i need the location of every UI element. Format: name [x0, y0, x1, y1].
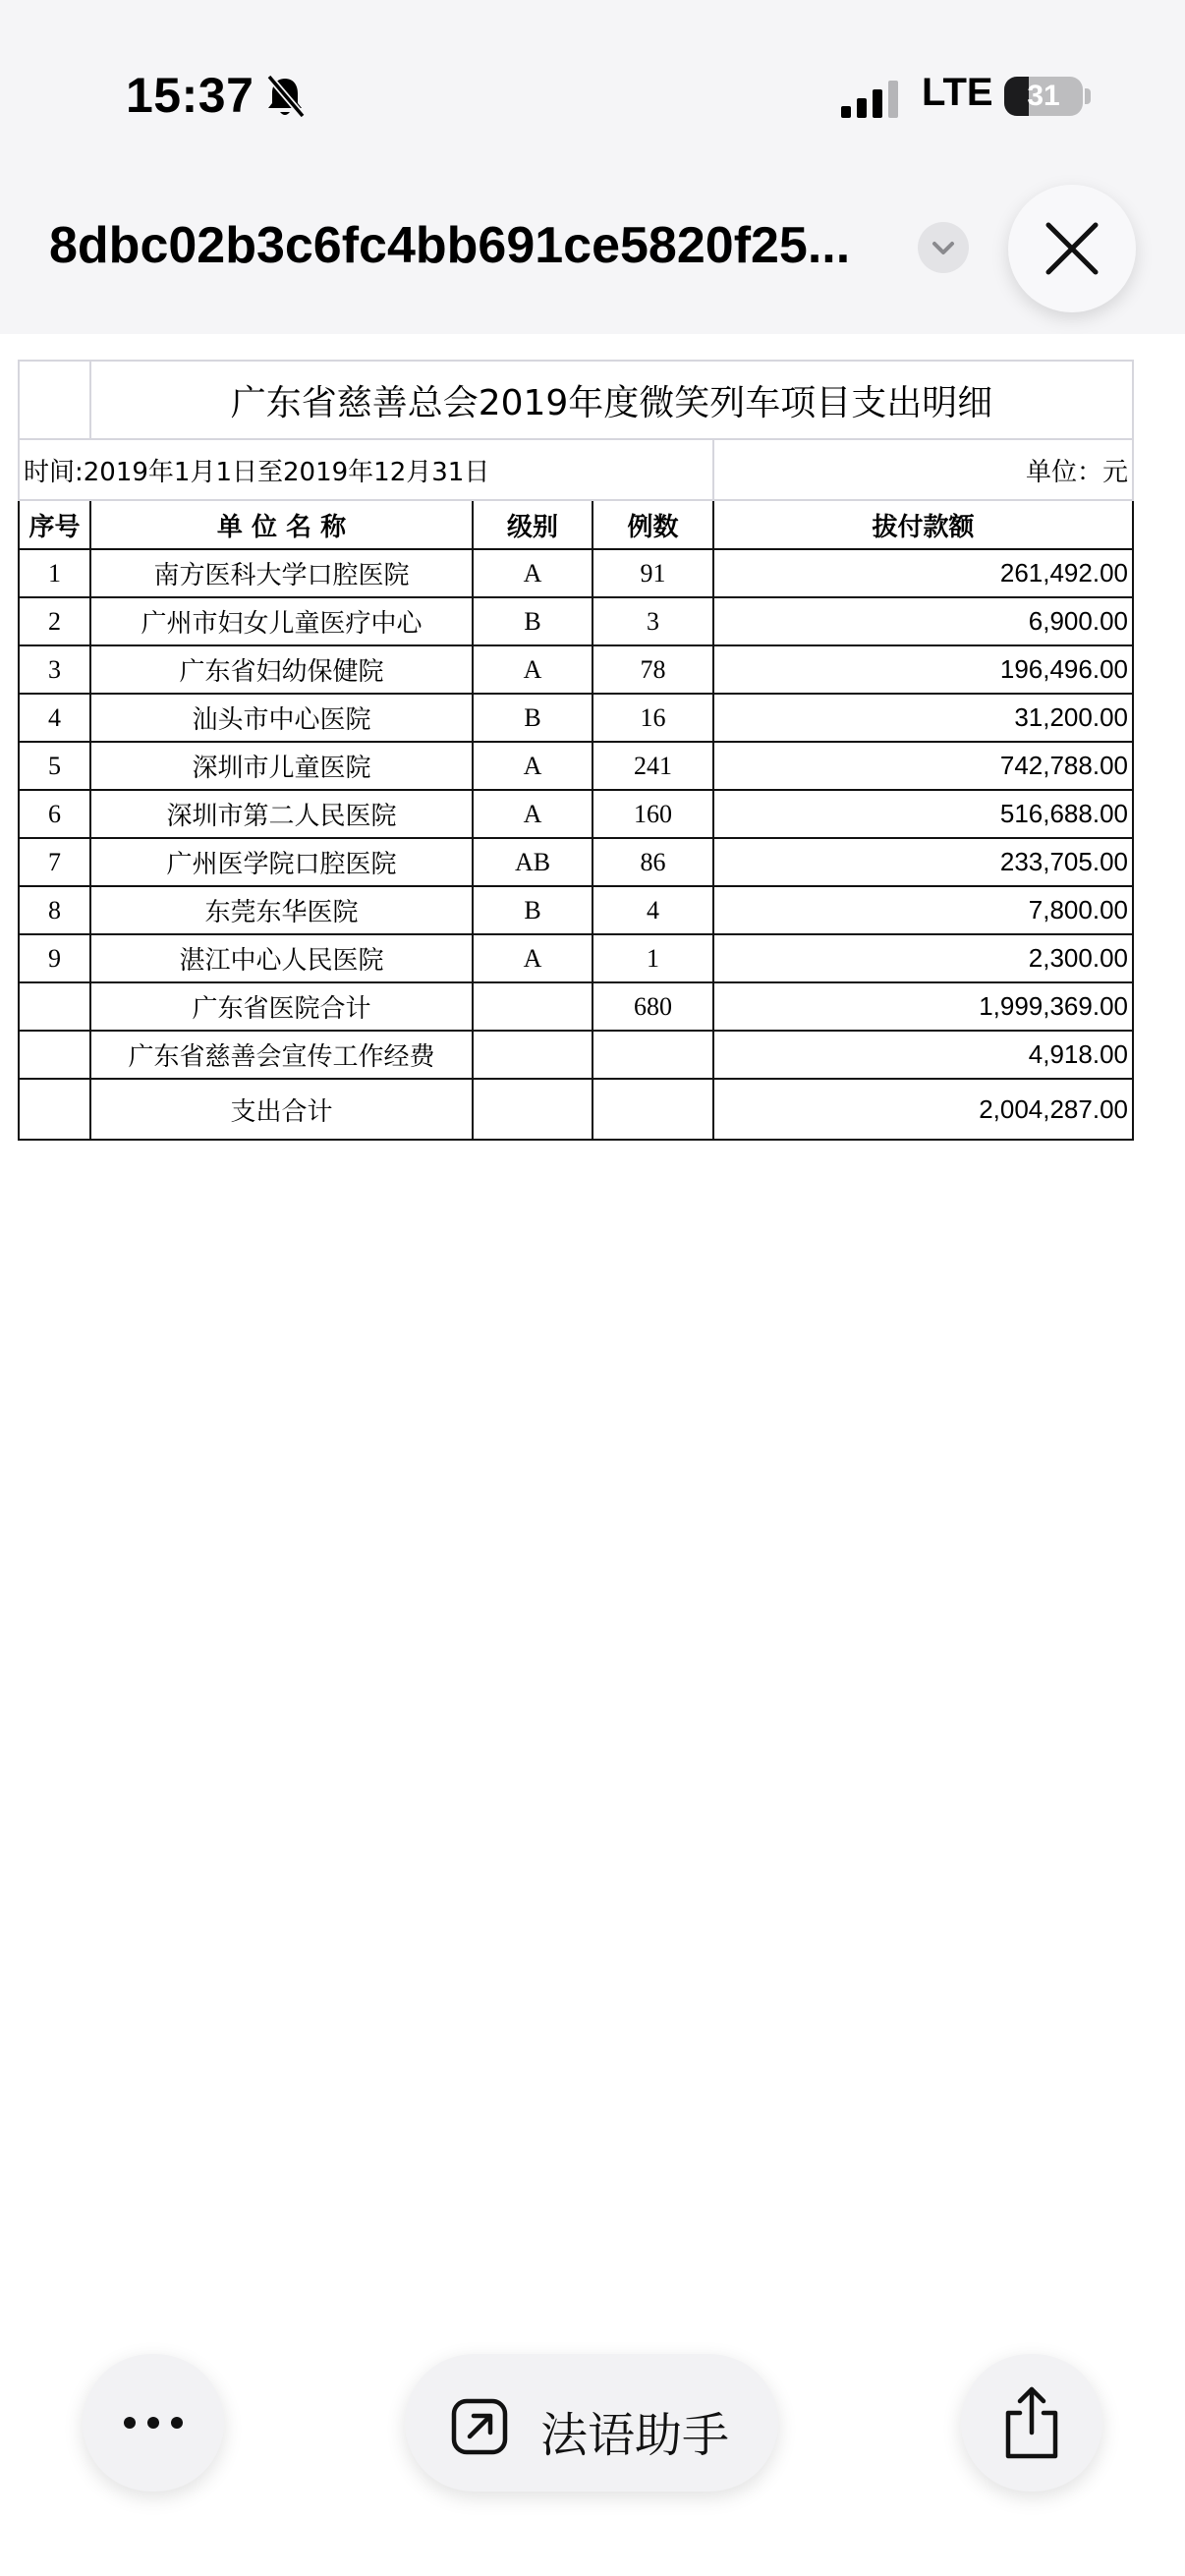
unit-label: 单位：元 — [713, 439, 1133, 500]
more-button[interactable] — [83, 2354, 224, 2492]
signal-icon — [841, 79, 900, 118]
cell-name: 湛江中心人民医院 — [90, 934, 473, 982]
cell-level: B — [473, 886, 592, 934]
cell-amount: 6,900.00 — [713, 597, 1133, 645]
cell-cases — [592, 1031, 713, 1079]
table-title-row — [19, 361, 1133, 439]
table-meta-row — [19, 439, 1133, 500]
cell-no: 9 — [19, 934, 90, 982]
battery-level: 31 — [1027, 80, 1060, 112]
status-bar — [0, 0, 1185, 187]
cell-level: A — [473, 645, 592, 694]
cell-amount: 31,200.00 — [713, 694, 1133, 742]
chevron-down-icon — [918, 222, 969, 273]
cell-name: 南方医科大学口腔医院 — [90, 549, 473, 597]
cell-amount: 233,705.00 — [713, 838, 1133, 886]
network-type: LTE — [922, 71, 993, 114]
cell-cases: 241 — [592, 742, 713, 790]
table-row — [19, 838, 1133, 886]
cell-level: B — [473, 597, 592, 645]
cell-amount: 4,918.00 — [713, 1031, 1133, 1079]
more-icon — [122, 2407, 185, 2438]
cell-name: 广东省医院合计 — [90, 982, 473, 1031]
cell-no: 3 — [19, 645, 90, 694]
close-icon — [1043, 219, 1101, 278]
cell-cases: 1 — [592, 934, 713, 982]
cell-cases: 4 — [592, 886, 713, 934]
cell-cases: 91 — [592, 549, 713, 597]
cell-name: 广州医学院口腔医院 — [90, 838, 473, 886]
table-row — [19, 597, 1133, 645]
col-header-name: 单 位 名 称 — [90, 500, 473, 549]
cell-amount: 2,300.00 — [713, 934, 1133, 982]
cell-amount: 742,788.00 — [713, 742, 1133, 790]
col-header-amount: 拔付款额 — [713, 500, 1133, 549]
cell-cases: 16 — [592, 694, 713, 742]
cell-no: 6 — [19, 790, 90, 838]
document-title: 8dbc02b3c6fc4bb691ce5820f25... — [49, 217, 851, 274]
cell-no: 7 — [19, 838, 90, 886]
cell-name: 深圳市第二人民医院 — [90, 790, 473, 838]
cell-amount: 1,999,369.00 — [713, 982, 1133, 1031]
top-bar — [0, 0, 1185, 334]
bell-muted-icon — [263, 73, 307, 120]
share-icon — [1000, 2383, 1063, 2462]
share-button[interactable] — [961, 2354, 1102, 2492]
cell-cases: 160 — [592, 790, 713, 838]
summary-row — [19, 982, 1133, 1031]
cell-name: 汕头市中心医院 — [90, 694, 473, 742]
cell-level: A — [473, 742, 592, 790]
table-row — [19, 645, 1133, 694]
expense-table — [18, 360, 1134, 1141]
cell-cases: 78 — [592, 645, 713, 694]
cell-level: A — [473, 549, 592, 597]
title-menu-button[interactable] — [918, 222, 969, 273]
cell-level: B — [473, 694, 592, 742]
time-label: 时间: — [24, 457, 84, 487]
title-bar — [0, 177, 1185, 324]
period-value: 2019年1月1日至2019年12月31日 — [83, 457, 490, 487]
cell-level: AB — [473, 838, 592, 886]
table-header-row — [19, 500, 1133, 549]
open-in-app-label: 法语助手 — [540, 2408, 730, 2463]
cell-cases — [592, 1079, 713, 1140]
cell-amount: 516,688.00 — [713, 790, 1133, 838]
col-header-level: 级别 — [473, 500, 592, 549]
external-link-icon — [450, 2397, 509, 2456]
cell-no: 2 — [19, 597, 90, 645]
cell-amount: 2,004,287.00 — [713, 1079, 1133, 1140]
cell-amount: 261,492.00 — [713, 549, 1133, 597]
cell-no: 5 — [19, 742, 90, 790]
sheet-title: 广东省慈善总会2019年度微笑列车项目支出明细 — [90, 361, 1133, 439]
cell-name: 东莞东华医院 — [90, 886, 473, 934]
table-row — [19, 742, 1133, 790]
battery-icon — [1004, 77, 1083, 116]
status-time: 15:37 — [126, 68, 254, 123]
col-header-no: 序号 — [19, 500, 90, 549]
close-button[interactable] — [1008, 185, 1136, 312]
table-row — [19, 934, 1133, 982]
open-in-app-button[interactable] — [405, 2354, 778, 2492]
cell-no: 1 — [19, 549, 90, 597]
table-row — [19, 886, 1133, 934]
battery-cap — [1085, 88, 1091, 104]
cell-cases: 3 — [592, 597, 713, 645]
cell-name: 广东省妇幼保健院 — [90, 645, 473, 694]
cell-amount: 7,800.00 — [713, 886, 1133, 934]
cell-name: 广州市妇女儿童医疗中心 — [90, 597, 473, 645]
cell-name: 支出合计 — [90, 1079, 473, 1140]
cell-name: 深圳市儿童医院 — [90, 742, 473, 790]
col-header-cases: 例数 — [592, 500, 713, 549]
cell-level: A — [473, 790, 592, 838]
table-row — [19, 790, 1133, 838]
cell-level: A — [473, 934, 592, 982]
table-row — [19, 694, 1133, 742]
cell-no: 8 — [19, 886, 90, 934]
summary-row — [19, 1031, 1133, 1079]
table-row — [19, 549, 1133, 597]
cell-cases: 86 — [592, 838, 713, 886]
document-viewer[interactable] — [18, 360, 1132, 1141]
cell-amount: 196,496.00 — [713, 645, 1133, 694]
cell-name: 广东省慈善会宣传工作经费 — [90, 1031, 473, 1079]
summary-row — [19, 1079, 1133, 1140]
cell-cases: 680 — [592, 982, 713, 1031]
cell-no: 4 — [19, 694, 90, 742]
